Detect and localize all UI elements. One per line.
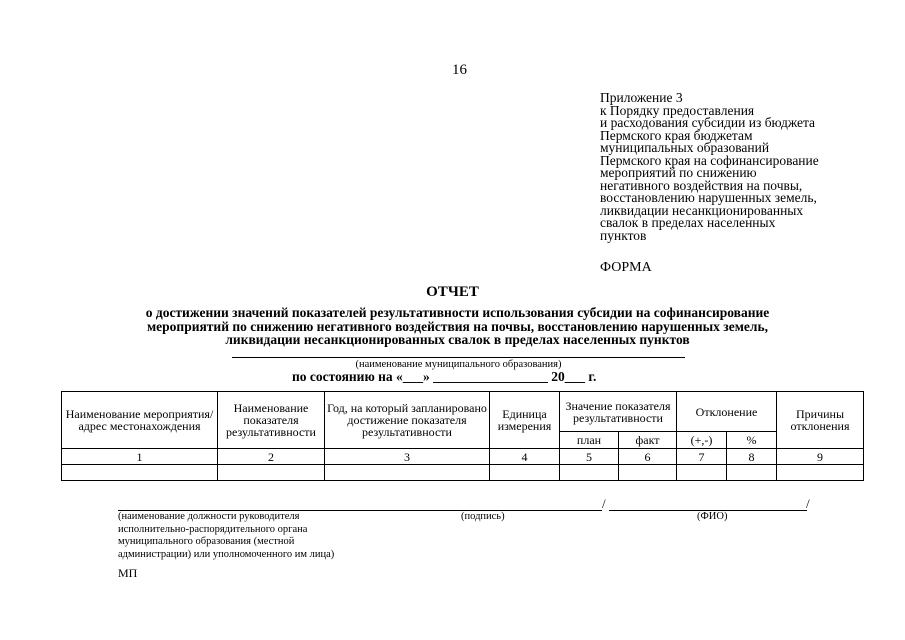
appendix-line: Пермского края на софинансирование bbox=[600, 152, 819, 168]
appendix-line: негативного воздействия на почвы, bbox=[600, 177, 803, 193]
appendix-line: восстановлению нарушенных земель, bbox=[600, 190, 817, 205]
appendix-header bbox=[600, 92, 860, 242]
report-table bbox=[61, 391, 864, 481]
appendix-line: свалок в пределах населенных bbox=[600, 215, 776, 230]
column-number: 4 bbox=[490, 449, 560, 465]
empty-cell bbox=[619, 465, 677, 481]
report-subtitle bbox=[60, 306, 855, 347]
empty-cell bbox=[727, 465, 777, 481]
fio-caption: (ФИО) bbox=[697, 511, 728, 522]
as-of-date: по состоянию на «___» _________________ 20___ г. bbox=[292, 369, 597, 384]
header-dev-pct: % bbox=[727, 432, 777, 449]
appendix-line: мероприятий по снижению bbox=[600, 165, 757, 180]
table-row bbox=[62, 465, 864, 481]
column-number: 8 bbox=[727, 449, 777, 465]
column-number: 9 bbox=[777, 449, 864, 465]
column-number: 3 bbox=[325, 449, 490, 465]
header-year: Год, на который запланировано достижение показателя результативности bbox=[325, 392, 490, 449]
form-label: ФОРМА bbox=[600, 260, 652, 275]
appendix-line: муниципальных образований bbox=[600, 140, 770, 155]
appendix-line: пунктов bbox=[600, 227, 647, 243]
empty-cell bbox=[490, 465, 560, 481]
page-number: 16 bbox=[452, 62, 467, 78]
empty-cell bbox=[560, 465, 619, 481]
subtitle-line: мероприятий по снижению негативного воздействия на почвы, восстановлению нарушенных земель, bbox=[146, 318, 768, 334]
empty-cell bbox=[218, 465, 325, 481]
fio-separator: / bbox=[806, 496, 810, 511]
subtitle-line: ликвидации несанкционированных свалок в пределах населенных пунктов bbox=[225, 332, 690, 347]
empty-cell bbox=[325, 465, 490, 481]
header-indicator: Наименование показателя результативности bbox=[218, 392, 325, 449]
empty-cell bbox=[62, 465, 218, 481]
municipality-caption: (наименование муниципального образования) bbox=[355, 359, 562, 370]
position-caption: (наименование должности руководителя исполнительно-распорядительного органа муниципального образования (местной администрации) или уполномоченного им лица) bbox=[118, 511, 335, 560]
column-number: 2 bbox=[218, 449, 325, 465]
subtitle-line: о достижении значений показателей результативности использования субсидии на софинансирование bbox=[145, 305, 770, 320]
empty-cell bbox=[777, 465, 864, 481]
stamp-label: МП bbox=[118, 566, 138, 580]
municipality-blank-line bbox=[232, 357, 685, 358]
header-deviation: Отклонение bbox=[677, 392, 777, 432]
appendix-line: Пермского края бюджетам bbox=[600, 127, 753, 143]
appendix-line: к Порядку предоставления bbox=[600, 102, 755, 118]
header-value: Значение показателя результативности bbox=[560, 392, 677, 432]
appendix-line: Приложение 3 bbox=[600, 90, 683, 105]
column-number: 1 bbox=[62, 449, 218, 465]
signature-caption: (подпись) bbox=[461, 511, 505, 522]
header-fact: факт bbox=[619, 432, 677, 449]
header-dev-abs: (+,-) bbox=[677, 432, 727, 449]
header-plan: план bbox=[560, 432, 619, 449]
empty-cell bbox=[677, 465, 727, 481]
column-number: 7 bbox=[677, 449, 727, 465]
appendix-line: ликвидации несанкционированных bbox=[600, 202, 804, 218]
appendix-line: и расходования субсидии из бюджета bbox=[600, 115, 816, 130]
signature-separator: / bbox=[602, 496, 606, 511]
column-number: 5 bbox=[560, 449, 619, 465]
report-title: ОТЧЕТ bbox=[426, 284, 479, 300]
header-reasons: Причины отклонения bbox=[777, 392, 864, 449]
header-event: Наименование мероприятия/ адрес местонахождения bbox=[62, 392, 218, 449]
column-number: 6 bbox=[619, 449, 677, 465]
header-unit: Единица измерения bbox=[490, 392, 560, 449]
